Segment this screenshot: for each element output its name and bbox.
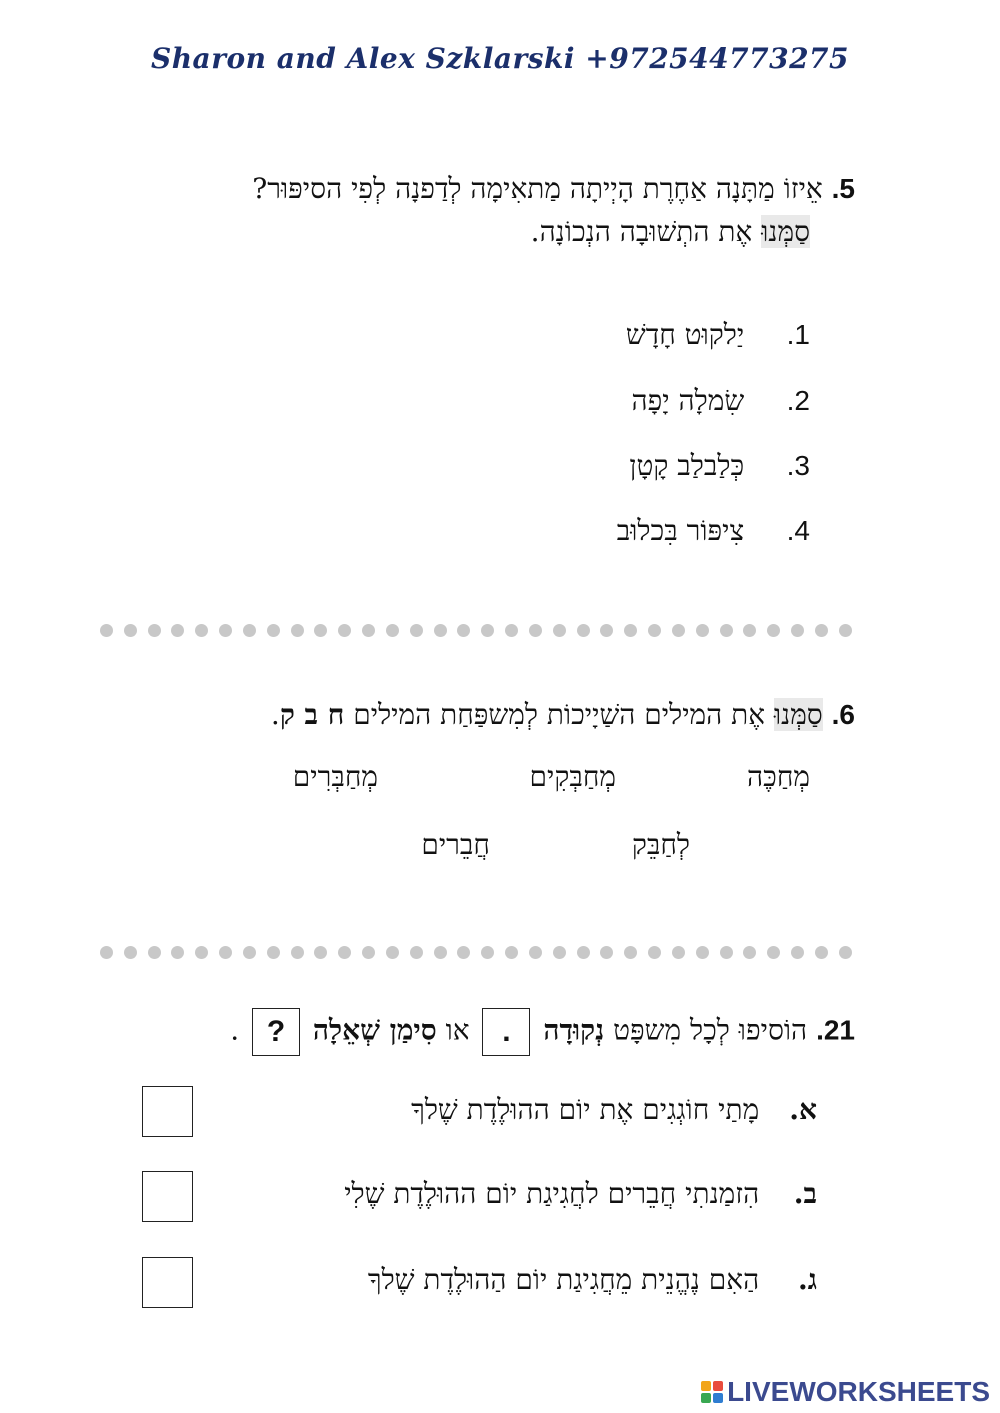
q21-line <box>230 1008 855 1056</box>
dotted-divider <box>100 624 852 638</box>
sentence-letter: א. <box>789 1093 817 1126</box>
q5-line2 <box>531 215 810 249</box>
q5-line1 <box>252 172 855 206</box>
q6-end: . <box>270 698 280 731</box>
option-text: כְּלַבלַב קָטָן <box>629 449 745 482</box>
option-text: צִיפּוֹר בִּכלוּב <box>616 514 745 547</box>
q5-instruction: אֶת התְשׁוּבָה הנְכוֹנָה. <box>530 215 762 248</box>
question-symbol-box <box>252 1008 300 1056</box>
answer-box-a[interactable] <box>142 1086 193 1137</box>
sentence-c <box>368 1263 817 1297</box>
logo-icon <box>701 1381 723 1403</box>
answer-box-c[interactable] <box>142 1257 193 1308</box>
q5-number: 5. <box>831 173 855 204</box>
option-number: 4. <box>786 515 810 546</box>
sentence-text: הַאִם נֶהֱנֵית מֵחֲגִיגַת יוֹם הַהוּלֶדֶת שֶׁלךָ <box>367 1263 760 1296</box>
q21-text: הוֹסיפוּ לְכָל מִשפָּט <box>604 1013 817 1047</box>
sentence-text: הִזמַנתִי חֲבֵרים לחֲגִיגַת יוֹם ההוּלֶדֶת שֶׁלִי <box>344 1177 760 1210</box>
period-symbol-box <box>482 1008 530 1056</box>
q5-option-3[interactable] <box>629 449 810 483</box>
dotted-divider <box>100 946 852 960</box>
q5-option-1[interactable] <box>626 318 810 352</box>
q5-option-4[interactable] <box>617 514 810 548</box>
word-option[interactable]: מְחַכֶּה <box>747 760 810 793</box>
option-text: שִׂמלָה יָפָה <box>631 384 745 417</box>
option-number: 3. <box>786 450 810 481</box>
option-number: 2. <box>786 385 810 416</box>
q21-end: . <box>230 1013 240 1047</box>
option-text: יַלקוּט חָדָשׁ <box>625 318 745 351</box>
liveworksheets-logo <box>701 1376 990 1408</box>
brand-text: LIVEWORKSHEETS <box>727 1376 990 1407</box>
q6-text: אֶת המילים השַׁיָיכוֹת לְמִשפַּחַת המילים <box>344 698 774 731</box>
q5-option-2[interactable] <box>632 384 810 418</box>
q5-text: אֵיזוֹ מַתָּנָה אַחֶרֶת הָיְיתָה מַתאִימָה לְדַפנָה לְפִי הסיפּוּר? <box>252 172 823 205</box>
word-option[interactable]: לְחַבֵּק <box>631 828 690 861</box>
word-option[interactable]: מְחַבְּקִים <box>529 760 616 793</box>
q21-number: 21. <box>816 1014 855 1046</box>
q6-highlight: סַמְּנוּ <box>773 698 823 731</box>
q6-root: ח ב ק <box>279 698 345 731</box>
q5-highlight: סַמְּנוּ <box>761 215 810 248</box>
q6-number: 6. <box>831 699 855 730</box>
sentence-b <box>344 1177 817 1211</box>
period-label: נְקוּדָה <box>543 1013 605 1047</box>
q6-line <box>271 698 855 732</box>
q21-or: או <box>436 1013 470 1047</box>
word-option[interactable]: חֲבֵרים <box>421 828 490 861</box>
sentence-a <box>411 1093 817 1127</box>
sentence-letter: ג. <box>798 1263 817 1296</box>
sentence-letter: ב. <box>793 1177 817 1210</box>
question-symbol: ? <box>266 1015 286 1048</box>
question-mark-label: סִימַן שְׁאֵלָה <box>312 1013 437 1047</box>
period-symbol: . <box>502 1015 511 1048</box>
sentence-text: מָתַי חוֹגְגִים אֶת יוֹם ההוּלֶדֶת שֶׁלךָ <box>411 1093 760 1126</box>
word-option[interactable]: מְחַבְּרִים <box>292 760 378 793</box>
answer-box-b[interactable] <box>142 1171 193 1222</box>
page-header: Sharon and Alex Szklarski +972544773275 <box>150 42 850 75</box>
option-number: 1. <box>786 319 810 350</box>
